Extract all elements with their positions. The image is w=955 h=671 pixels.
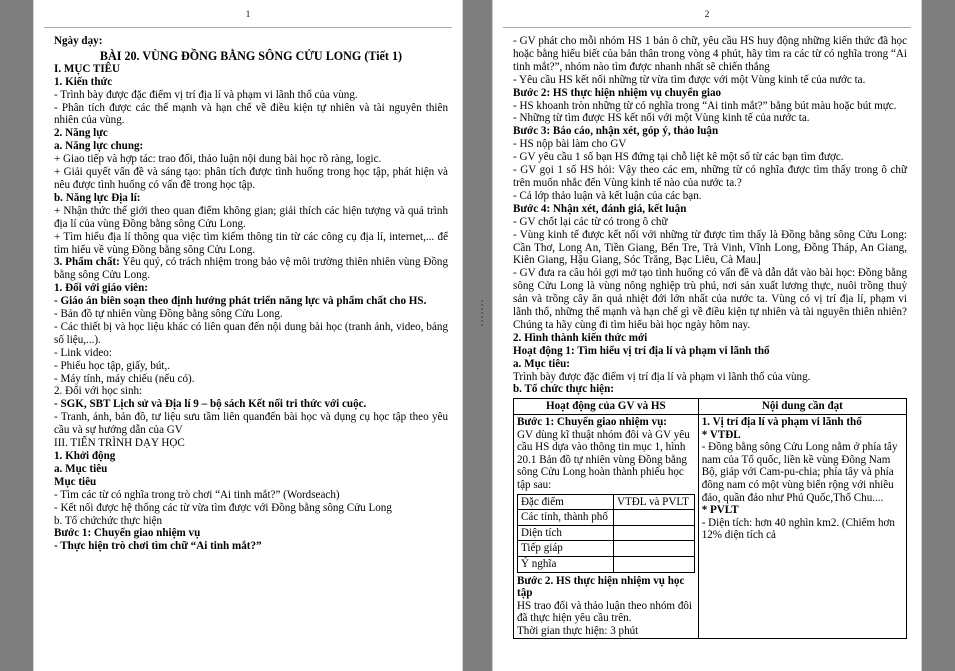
document-page-right (492, 0, 922, 671)
document-page-left (33, 0, 463, 671)
worksheet-cell-meaning-value[interactable] (614, 556, 695, 572)
page-left-content (34, 28, 462, 553)
knowledge-item-2: - Phân tích được các thế mạnh và hạn chế về điều kiện tự nhiên và tài nguyên thiên nhiên của vùng. (54, 101, 448, 127)
step4-detail-2-text: - Vùng kinh tế được kết nối với những từ được tìm thấy là Đồng bằng sông Cửu Long: Cần Thơ, Long An, Tiền Giang, Bến Tre, Trà Vinh, Vĩnh Long, Đồng Tháp, An Giang, Kiên Giang, Hậu Giang, Sóc Trăng, Bạc Liêu, Cà Mau. (513, 228, 907, 267)
section-new-knowledge-heading: 2. Hình thành kiến thức mới (513, 331, 648, 344)
worksheet-row (518, 541, 695, 557)
teacher-material-4: - Máy tính, máy chiếu (nếu có). (54, 372, 195, 385)
step4-heading: Bước 4: Nhận xét, đánh giá, kết luận (513, 202, 687, 215)
table-header-row (514, 399, 907, 415)
page-number-right: 2 (704, 10, 710, 20)
step1-detail-2: - Yêu cầu HS kết nối những từ vừa tìm được với một Vùng kinh tế của nước ta. (513, 73, 866, 86)
general-competency-item-1: + Giao tiếp và hợp tác: trao đổi, thảo luận nội dung bài học rõ ràng, logic. (54, 153, 382, 166)
worksheet-cell-borders: Tiếp giáp (518, 541, 614, 557)
worksheet-cell-provinces-value[interactable] (614, 510, 695, 526)
worksheet-cell-borders-value[interactable] (614, 541, 695, 557)
worksheet-row (518, 525, 695, 541)
geography-competency-item-2: + Tìm hiểu địa lí thông qua việc tìm kiếm thông tin từ các công cụ địa lí, internet,... để tìm hiểu về vùng Đồng bằng sông Cửu Long. (54, 230, 448, 256)
student-materials-heading: - SGK, SBT Lịch sử và Địa lí 9 – bộ sách Kết nối tri thức với cuộc. (54, 398, 367, 411)
warmup-heading: a. Mục tiêu (54, 462, 108, 475)
geography-competency-heading: b. Năng lực Địa lí: (54, 191, 141, 204)
step3-detail-3: - GV gọi 1 số HS hỏi: Vậy theo các em, những từ có nghĩa được tìm thấy trong ô chữ trên muốn nhắc đến Vùng kinh tế nào của nước ta.? (513, 164, 907, 189)
knowledge-item-1: - Trình bày được đặc điểm vị trí địa lí và phạm vi lãnh thổ của vùng. (54, 88, 358, 101)
step4-detail-2 (513, 229, 907, 268)
worksheet-row (518, 494, 695, 510)
subsection-competency-heading: 2. Năng lực (54, 127, 108, 140)
step2-detail-2: - Những từ tìm được HS kết nối với một Vùng kinh tế của nước ta. (513, 112, 810, 125)
worksheet-cell-area: Diện tích (518, 525, 614, 541)
warmup-objective-heading (54, 476, 448, 489)
teacher-material-3: - Link video: (54, 346, 112, 359)
warmup-step1-heading: - Thực hiện trò chơi tìm chữ “Ai tinh mắt?” (54, 540, 262, 553)
general-competency-item-2: + Giải quyết vấn đề và sáng tạo: phân tích được tình huống trong học tập, phát hiện và nêu được tình huống có vấn đề trong học tập. (54, 166, 448, 191)
text-cursor (759, 254, 760, 265)
student-material-1: - Tranh, ảnh, bản đồ, tư liệu sưu tầm liên quanđến bài học và dụng cụ học tập theo yêu cầu và sự hướng dẫn của GV (54, 411, 448, 437)
worksheet-cell-area-value[interactable] (614, 525, 695, 541)
warmup-organization-heading: Bước 1: Chuyển giao nhiệm vụ (54, 527, 201, 540)
step3-detail-2: - GV yêu cầu 1 số bạn HS đứng tại chỗ liệt kê một số từ các bạn tìm được. (513, 151, 844, 164)
step2-heading: Bước 2: HS thực hiện nhiệm vụ chuyển giao (513, 86, 722, 99)
warmup-objective-1: - Tìm các từ có nghĩa trong trò chơi “Ai tinh mắt?” (Wordseach) (54, 488, 340, 501)
page-drag-handle[interactable] (478, 300, 485, 326)
table-step1-title: Bước 1: Chuyển giao nhiệm vụ: (517, 415, 667, 428)
content-heading: 1. Vị trí địa lí và phạm vi lãnh thổ (701, 415, 862, 428)
step4-detail-3: - GV đưa ra câu hỏi gợi mở tạo tình huống có vấn đề và dẫn dắt vào bài học: Đồng bằng sông Cửu Long là vùng nông nghiệp trù phú, nơi sản xuất lương thực, nuôi trồng thuỷ sản và trồng cây ăn quả nhiệt đới lớn nhất của nước ta. Vùng có vị trí địa lí, phạm vi lãnh thổ, những thế mạnh và hạn chế gì về điều kiện tự nhiên và tài nguyên thiên nhiên? Chúng ta hãy cùng đi tìm hiểu bài học ngày hôm nay. (513, 267, 907, 331)
student-material-2: III. TIẾN TRÌNH DẠY HỌC (54, 437, 185, 450)
teacher-material-2: - Các thiết bị và học liệu khác có liên quan đến nội dung bài học (tranh ảnh, video, bảng số liệu,...). (54, 320, 448, 346)
quality-text: Yêu quý, có trách nhiệm trong bảo vệ môi trường thiên nhiên vùng Đồng bằng sông Cửu Long. (54, 256, 449, 282)
teaching-date-label: Ngày dạy: (54, 35, 103, 47)
teacher-materials-heading: - Giáo án biên soạn theo định hướng phát triển năng lực và phẩm chất cho HS. (54, 295, 427, 308)
content-sub-pvlt: * PVLT (701, 504, 739, 517)
warmup-objective-text: Mục tiêu (54, 475, 97, 488)
activity-table (513, 398, 907, 639)
warmup-objective-2: - Kết nối được hệ thống các từ vừa tìm được với Đồng bằng sông Cửu Long (54, 501, 392, 514)
content-body-pvlt: - Diện tích: hơn 40 nghìn km2. (Chiếm hơn 12% diện tích cả (701, 516, 895, 542)
activity1-organization-heading: b. Tổ chức thực hiện: (513, 383, 614, 396)
table-step2-body: HS trao đổi và thảo luận theo nhóm đôi đã thực hiện yêu cầu trên. (517, 599, 693, 625)
teacher-material-1: - Bản đồ tự nhiên vùng Đồng bằng sông Cửu Long. (54, 308, 283, 321)
table-row (514, 414, 907, 639)
table-header-content: Nội dung cần đạt (698, 399, 906, 415)
geography-competency-item-1: + Nhận thức thế giới theo quan điểm không gian; giải thích các hiện tượng và quá trình địa lí của vùng Đồng bằng sông Cửu Long. (54, 204, 448, 230)
table-step2-title: Bước 2. HS thực hiện nhiệm vụ học tập (517, 574, 685, 600)
step1-detail-1: - GV phát cho mỗi nhóm HS 1 bản ô chữ, yêu cầu HS huy động những kiến thức đã học hoặc bằng hiểu biết của bản thân trong vòng 4 phút, hãy tìm ra các từ có nghĩa trong “Ai tinh mắt?”, nhóm nào tìm được nhanh nhất sẽ chiến thắng (513, 35, 907, 73)
worksheet-table (517, 494, 695, 573)
step4-detail-1: - GV chốt lại các từ có trong ô chữ (513, 215, 668, 228)
page-number-left: 1 (245, 10, 251, 20)
table-header-activities: Hoạt động của GV và HS (514, 399, 699, 415)
worksheet-cell-vtdl-label: VTĐL và PVLT (614, 494, 695, 510)
section-equipment-heading: 1. Đối với giáo viên: (54, 282, 148, 295)
step3-detail-4: - Cả lớp thảo luận và kết luận của các bạn. (513, 189, 702, 202)
worksheet-row (518, 556, 695, 572)
lesson-title: BÀI 20. VÙNG ĐỒNG BẰNG SÔNG CỬU LONG (Tiết 1) (99, 48, 403, 63)
warmup-objective-3: b. Tổ chứchức thực hiện (54, 514, 163, 527)
worksheet-cell-provinces: Các tỉnh, thành phố (518, 510, 614, 526)
activity1-objective-text: Trình bày được đặc điểm vị trí địa lí và phạm vi lãnh thổ của vùng. (513, 370, 811, 383)
general-competency-heading: a. Năng lực chung: (54, 140, 144, 153)
section-objectives-heading: I. MỤC TIÊU (54, 62, 121, 75)
table-step2-time: Thời gian thực hiện: 3 phút (517, 624, 639, 637)
activity1-heading: Hoạt động 1: Tìm hiểu vị trí địa lí và phạm vi lãnh thổ (513, 344, 770, 357)
subsection-knowledge-heading: 1. Kiến thức (54, 75, 113, 88)
content-sub-vtdl: * VTĐL (701, 428, 741, 441)
activity1-objective-heading: a. Mục tiêu: (513, 357, 570, 370)
step3-detail-1: - HS nộp bài làm cho GV (513, 138, 627, 151)
video-link-label: - Phiếu học tập, giấy, bút,. (54, 359, 171, 372)
quality-item (54, 256, 448, 282)
content-body-vtdl: - Đồng bằng sông Cửu Long nằm ở phía tây nam của Tổ quốc, liền kề vùng Đông Nam Bộ, giáp với Cam-pu-chia; phía tây và phía đông nam có một vùng biển rộng với nhiều đảo, quần đảo như Phú Quốc,Thổ Chu.... (701, 441, 898, 504)
table-cell-content (698, 414, 906, 639)
section-process-heading: 1. Khởi động (54, 450, 116, 462)
page-right-content (493, 28, 921, 639)
teacher-material-5: 2. Đối với học sinh: (54, 385, 143, 398)
worksheet-cell-feature-label: Đặc điểm (518, 494, 614, 510)
table-step1-body: GV dùng kĩ thuật nhóm đôi và GV yêu cầu HS dựa vào thông tin mục 1, hình 20.1 Bản đồ tự nhiên vùng Đồng bằng sông Cửu Long hoàn thành phiếu học tập sau: (517, 428, 690, 491)
table-cell-activities (514, 414, 699, 639)
video-link-line (54, 360, 448, 373)
step2-detail-1: - HS khoanh tròn những từ có nghĩa trong “Ai tinh mắt?” bằng bút màu hoặc bút mực. (513, 99, 897, 112)
worksheet-cell-meaning: Ý nghĩa (518, 556, 614, 572)
quality-label: 3. Phẩm chất: (54, 256, 120, 269)
step3-heading: Bước 3: Báo cáo, nhận xét, góp ý, thảo luận (513, 125, 719, 138)
worksheet-row (518, 510, 695, 526)
